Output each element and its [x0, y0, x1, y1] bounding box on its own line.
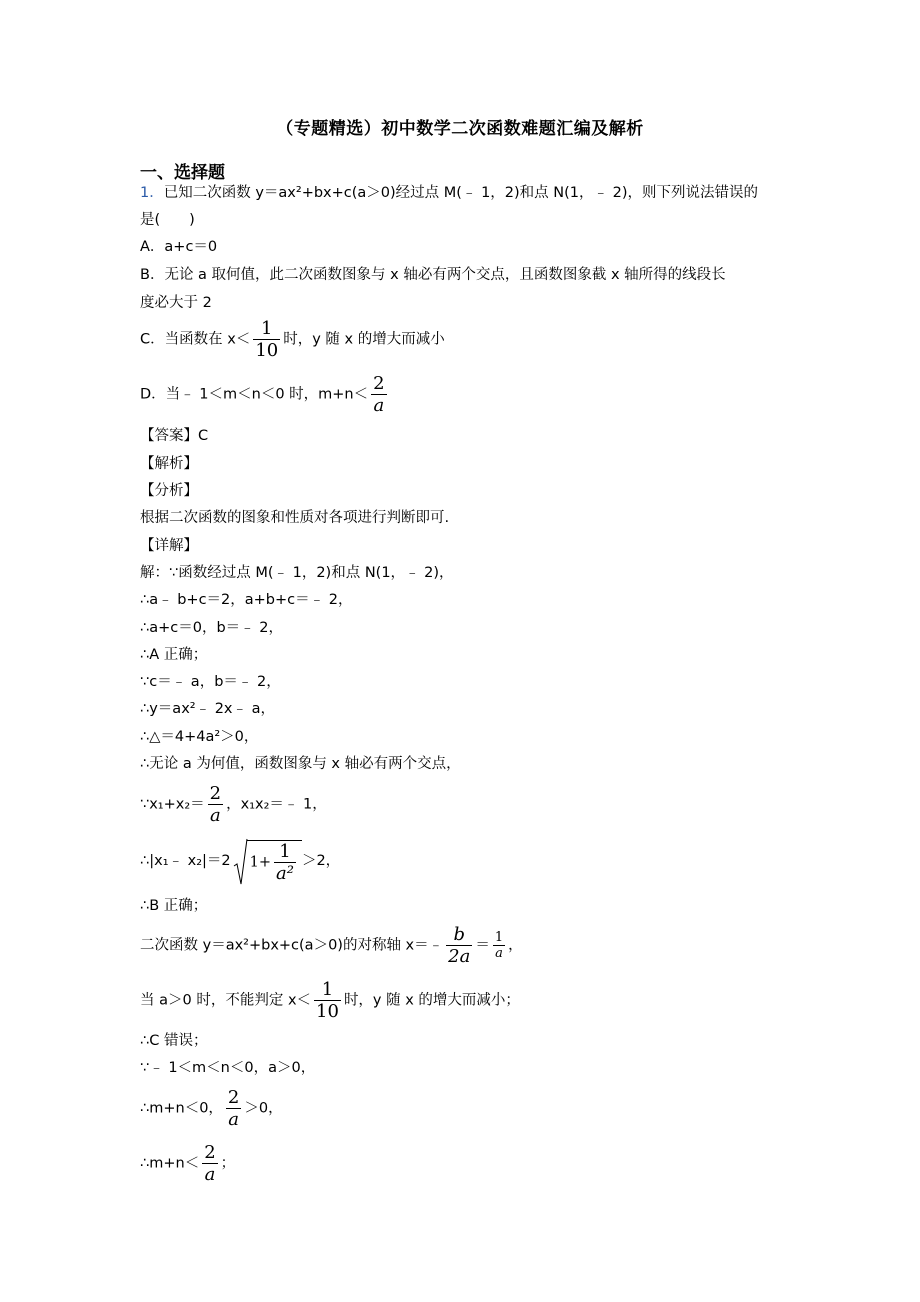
section-heading: 一、选择题 — [140, 163, 225, 183]
step-3: ∴a+c＝0，b＝﹣ 2， — [140, 620, 283, 636]
step-12 — [140, 924, 523, 967]
fraction — [446, 924, 472, 967]
step-15: ∵﹣ 1＜m＜n＜0，a＞0， — [140, 1060, 316, 1076]
numerator: 1 — [321, 979, 334, 1000]
numerator: 1 — [261, 318, 273, 339]
option-c-text: C．当函数在 x＜ — [140, 331, 251, 348]
step-4: ∴A 正确； — [140, 647, 208, 663]
answer-line: 【答案】C — [140, 428, 209, 444]
fraction — [371, 373, 386, 416]
equals-sign: ＝ — [475, 937, 490, 954]
step-10-text: ∴|x₁﹣ x₂|＝2 — [140, 853, 231, 869]
fraction — [202, 1142, 217, 1185]
option-c-text-end: 时，y 随 x 的增大而减小 — [283, 331, 445, 348]
step-14: ∴C 错误； — [140, 1033, 208, 1049]
step-8: ∴无论 a 为何值，函数图象与 x 轴必有两个交点， — [140, 756, 461, 772]
step-6: ∴y＝ax²﹣ 2x﹣ a， — [140, 701, 275, 717]
denominator: a — [202, 1163, 217, 1185]
numerator: 2 — [204, 1142, 216, 1163]
step-9-text: ∵x₁+x₂＝ — [140, 796, 205, 813]
fraction — [493, 930, 505, 961]
question-number: 1． — [140, 185, 164, 201]
step-13-text: 当 a＞0 时，不能判定 x＜ — [140, 992, 312, 1009]
step-11: ∴B 正确； — [140, 898, 208, 914]
step-17-text-end: ； — [220, 1155, 236, 1172]
denominator: a — [493, 945, 505, 961]
step-10 — [140, 838, 340, 884]
step-17 — [140, 1142, 235, 1185]
denominator: 10 — [255, 340, 279, 361]
step-16-text: ∴m+n＜0， — [140, 1100, 223, 1117]
fraction — [253, 318, 280, 361]
step-9 — [140, 783, 327, 826]
denominator: 2a — [448, 946, 471, 967]
step-7: ∴△＝4+4a²＞0， — [140, 729, 259, 745]
fraction — [274, 841, 296, 884]
step-10-text-end: ＞2， — [301, 853, 341, 869]
step-12-text-end: ， — [508, 937, 523, 954]
radicand — [247, 840, 302, 884]
step-13-text-end: 时，y 随 x 的增大而减小； — [343, 992, 520, 1009]
detail-heading: 【详解】 — [140, 538, 198, 554]
denominator: 10 — [316, 1001, 339, 1022]
numerator: 2 — [209, 783, 222, 804]
square-root — [233, 838, 302, 884]
step-9-text-end: ，x₁x₂＝﹣ 1， — [226, 796, 327, 813]
denominator: a² — [276, 863, 294, 884]
numerator: 2 — [227, 1087, 240, 1108]
option-d — [140, 373, 390, 416]
step-1: 解：∵函数经过点 M(﹣ 1，2)和点 N(1，﹣ 2)， — [140, 565, 454, 581]
option-a: A．a+c＝0 — [140, 239, 218, 255]
step-2: ∴a﹣ b+c＝2，a+b+c＝﹣ 2， — [140, 592, 353, 608]
question-text: 已知二次函数 y＝ax²+bx+c(a＞0)经过点 M(﹣ 1，2)和点 N(1，﹣ 2)，则下列说法错误的 — [163, 185, 759, 201]
step-16 — [140, 1087, 283, 1130]
question-line-1 — [140, 183, 758, 203]
numerator: 1 — [494, 930, 504, 945]
fraction — [226, 1087, 241, 1130]
fenxi-heading: 【分析】 — [140, 483, 198, 499]
step-13 — [140, 979, 520, 1022]
denominator: a — [208, 804, 223, 826]
fenxi-text: 根据二次函数的图象和性质对各项进行判断即可. — [140, 510, 450, 526]
radicand-text: 1+ — [249, 854, 271, 871]
fraction — [314, 979, 341, 1022]
page-title: （专题精选）初中数学二次函数难题汇编及解析 — [276, 119, 644, 139]
option-d-text: D．当﹣ 1＜m＜n＜0 时，m+n＜ — [140, 386, 369, 403]
analysis-heading: 【解析】 — [140, 456, 198, 472]
option-b-line-1: B．无论 a 取何值，此二次函数图象与 x 轴必有两个交点，且函数图象截 x 轴所得的线段长 — [140, 267, 726, 283]
option-b-line-2: 度必大于 2 — [140, 295, 212, 311]
numerator: b — [453, 924, 465, 945]
step-16-text-end: ＞0， — [244, 1100, 283, 1117]
fraction — [208, 783, 223, 826]
radical-sign — [233, 838, 249, 888]
denominator: a — [226, 1108, 241, 1130]
numerator: 1 — [279, 841, 291, 862]
step-5: ∵c＝﹣ a，b＝﹣ 2， — [140, 674, 281, 690]
step-12-text: 二次函数 y＝ax²+bx+c(a＞0)的对称轴 x＝﹣ — [140, 937, 444, 954]
step-17-text: ∴m+n＜ — [140, 1155, 200, 1172]
question-line-2: 是( ) — [140, 212, 195, 228]
option-c — [140, 318, 445, 361]
numerator: 2 — [373, 373, 385, 394]
denominator: a — [371, 394, 386, 416]
